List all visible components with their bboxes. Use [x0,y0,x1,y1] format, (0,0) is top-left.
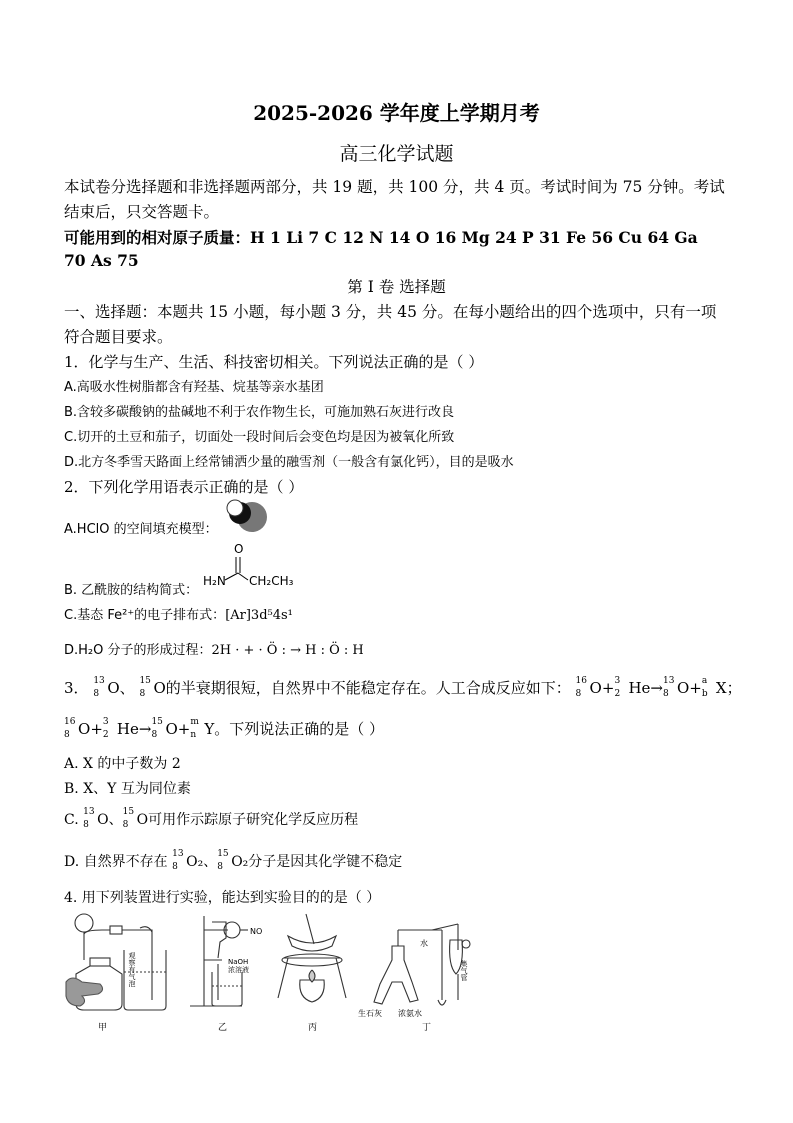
q3-stem-line-2: 16 8 O+ 3 2 He→ 15 8 O+ m n Y。下列说法正确的是（ ） [64,717,385,740]
section-instruction-1: 一、选择题：本题共 15 小题，每小题 3 分，共 45 分。在每小题给出的四个选项中，只有一项 [64,303,717,321]
intro-line-2: 结束后，只交答题卡。 [64,203,220,221]
label-observe-bubbles: 观察有气泡 [128,952,136,987]
q2-option-c [64,604,293,623]
hclo-space-filling-model [222,498,270,534]
q1-option-a: A.高吸水性树脂都含有羟基、烷基等亲水基团 [64,380,324,395]
q3-question-text: 。下列说法正确的是（ ） [214,720,385,738]
q3-option-b: B. X、Y 互为同位素 [64,781,191,797]
q4-apparatus-figure [62,910,482,1032]
q4-stem: 4. 用下列装置进行实验，能达到实验目的的是（ ） [64,890,381,906]
exam-subtitle: 高三化学试题 [339,143,454,165]
structure-amine: H₂N [203,574,226,588]
label-bing: 丙 [308,1023,318,1032]
q2-stem: 2．下列化学用语表示正确的是（ ） [64,478,304,496]
label-naoh: NaOH [228,958,249,966]
flask-bulb [75,914,93,932]
q2-c-text: C.基态 Fe²⁺的电子排布式： [64,608,226,623]
q2-option-b: B. 乙酰胺的结构简式： [64,583,199,598]
q3-stem-text: 的半衰期很短，自然界中不能稳定存在。人工合成反应如下： [165,679,571,697]
section-instruction-2: 符合题目要求。 [64,328,173,346]
q3-number: 3． [64,679,89,697]
label-concentrated-solution: 浓溶液 [228,966,249,974]
label-ding: 丁 [422,1023,432,1032]
q3-option-d: D. 自然界不存在 13 8 O₂、 15 8 O₂分子是因其化学键不稳定 [64,849,403,872]
label-jia: 甲 [98,1023,108,1032]
hand-icon [66,978,103,1006]
atomic-mass-line-1 [64,226,698,248]
q3-option-a: A. X 的中子数为 2 [64,756,181,772]
label-water: 水 [420,939,428,948]
structure-oxygen: O [234,542,244,556]
structure-ethyl: CH₂CH₃ [249,574,294,588]
q2-d-text: D.H₂O 分子的形成过程： [64,643,212,658]
intro-line-1: 本试卷分选择题和非选择题两部分，共 19 题，共 100 分，共 4 页。考试时间为 75 分钟。考试 [64,178,725,196]
fe-electron-config: [Ar]3d⁵4s¹ [225,608,293,623]
acetamide-structure [198,540,304,592]
label-no: NO [250,927,263,936]
q1-option-d: D.北方冬季雪天路面上经常铺洒少量的融雪剂（一般含有氯化钙），目的是吸水 [64,455,514,470]
isotope-o15: 15 8 [139,676,151,699]
q1-stem: 1．化学与生产、生活、科技密切相关。下列说法正确的是（ ） [64,353,484,371]
q3-option-c: C. 13 8 O、 15 8 O可用作示踪原子研究化学反应历程 [64,807,359,830]
h2o-formation-equation: 2H · + · Ö : → H : Ö : H [211,643,364,658]
atomic-mass-line-2: 70 As 75 [64,251,139,270]
q2-option-a: A.HClO 的空间填充模型： [64,522,218,537]
q1-option-b: B.含较多碳酸钠的盐碱地不利于农作物生长，可施加熟石灰进行改良 [64,405,455,420]
q1-option-c: C.切开的土豆和茄子，切面处一段时间后会变色均是因为被氧化所致 [64,430,455,445]
section-title: 第 I 卷 选择题 [347,278,446,296]
q2-option-d [64,639,364,658]
isotope-o13: 13 8 [93,676,105,699]
label-gas-collection-tube: 集气管 [460,960,468,981]
label-yi: 乙 [218,1023,228,1032]
q3-stem-line-1: 3． 13 8 O、 15 8 O的半衰期很短，自然界中不能稳定存在。人工合成反应如下： 16 8 O+ 3 2 He→ 13 8 O+ a b X； [64,676,742,699]
label-quicklime: 生石灰 [358,1009,382,1018]
exam-title: 2025-2026 学年度上学期月考 [253,101,540,125]
atomic-mass-values: 可能用到的相对原子质量：H 1 Li 7 C 12 N 14 O 16 Mg 24 P 31 Fe 56 Cu 64 Ga [64,228,698,247]
label-concentrated-ammonia: 浓氨水 [398,1009,422,1018]
